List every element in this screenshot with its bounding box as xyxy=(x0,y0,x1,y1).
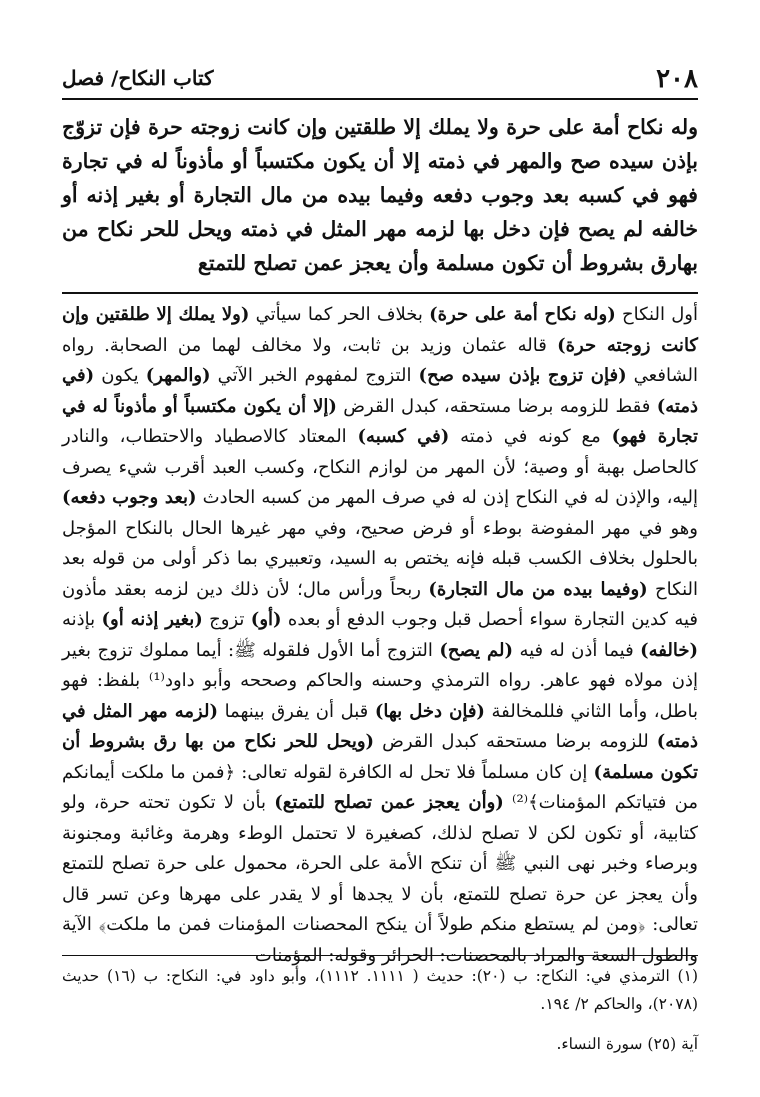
commentary-run: مع كونه في ذمته xyxy=(449,426,612,447)
commentary-run xyxy=(504,792,512,813)
matn-quote: (خالفه) xyxy=(640,639,698,661)
matn-quote: (فإن تزوج بإذن سيده صح) xyxy=(418,365,627,386)
matn-quote: (وأن يعجز عمن تصلح للتمتع) xyxy=(274,792,504,813)
commentary-run: المعتاد كالاصطياد والاحتطاب، والنادر كالحاصل بهبة أو وصية؛ لأن المهر من لوازم النكاح، وكسب العبد أقرب شيء يصرف إليه، والإذن له في النكاح إذن له في صرف المهر من كسبه الحادث xyxy=(62,426,698,508)
matn-quote: (في كسبه) xyxy=(357,426,450,447)
footnote-divider xyxy=(62,955,698,956)
commentary-run: التزوج أما الأول فلقوله ﷺ: أيما مملوك تزوج بغير إذن مولاه فهو عاهر. رواه الترمذي وحسنه والحاكم وصححه وأبو داود xyxy=(62,639,698,691)
commentary-run: إن كان مسلماً فلا تحل له الكافرة لقوله تعالى: ﴿فمن ما ملكت أيمانكم من فتياتكم المؤمنات﴾ xyxy=(62,761,698,813)
commentary-run: ربحاً ورأس مال؛ لأن ذلك دين لزمه بعقد مأذون فيه كدين التجارة سواء أحصل قبل وجوب الدفع أو بعده xyxy=(62,578,699,630)
commentary-run: ⁽¹⁾ xyxy=(148,670,165,691)
matn-quote: (بعد وجوب دفعه) xyxy=(62,487,197,508)
commentary-run: فقط للزومه برضا مستحقه، كبدل القرض xyxy=(336,395,657,417)
matn-quote: (ولا يملك إلا طلقتين وإن كانت زوجته حرة) xyxy=(62,304,698,356)
matn-quote: (لم يصح) xyxy=(439,639,514,661)
commentary-run: التزوج لمفهوم الخبر الآتي xyxy=(210,365,419,386)
page-number: ٢٠٨ xyxy=(656,64,698,94)
matn-quote: (بغير إذنه أو) xyxy=(101,609,203,630)
running-title: كتاب النكاح/ فصل xyxy=(62,66,214,90)
page-header xyxy=(62,60,698,96)
matn-paragraph: وله نكاح أمة على حرة ولا يملك إلا طلقتين وإن كانت زوجته حرة فإن تزوّج بإذن سيده صح والمهر في ذمته إلا أن يكون مكتسباً أو مأذوناً له في تجارة فهو في كسبه بعد وجوب دفعه وفيما بيده من مال التجارة أو بغير إذنه أو خالفه لم يصح فإن دخل بها لزمه مهر المثل في ذمته ويحل للحر نكاح من بهارق بشروط أن تكون مسلمة وأن يعجز عمن تصلح للتمتع xyxy=(62,115,698,275)
footnote-2: آية (٢٥) سورة النساء. xyxy=(556,1035,698,1053)
commentary-run: بإذنه xyxy=(62,609,102,630)
commentary-run: تزوج xyxy=(202,609,251,630)
commentary-run: يكون xyxy=(94,365,146,386)
matn-quote: (إلا أن يكون مكتسباً أو مأذوناً له في تجارة فهو) xyxy=(62,395,698,447)
matn-quote: (ويحل للحر نكاح من بها رق بشروط أن تكون مسلمة) xyxy=(62,731,698,783)
commentary-run: بخلاف الحر كما سيأتي xyxy=(249,304,430,325)
matn-quote: (لزمه مهر المثل في ذمته) xyxy=(62,700,699,752)
section-divider xyxy=(62,292,698,294)
matn-quote: (والمهر) xyxy=(145,365,211,386)
commentary-paragraph xyxy=(62,300,698,971)
commentary-text xyxy=(62,300,698,971)
matn-quote: (وفيما بيده من مال التجارة) xyxy=(428,578,648,600)
matn-quote: (وله نكاح أمة على حرة) xyxy=(429,304,616,325)
commentary-run: أول النكاح xyxy=(615,304,698,325)
commentary-run: قاله عثمان وزيد بن ثابت، ولا مخالف لهما من الصحابة. رواه الشافعي xyxy=(62,334,698,386)
header-divider xyxy=(62,98,698,100)
commentary-run: فيما أذن له فيه xyxy=(513,639,641,661)
commentary-run: للزومه برضا مستحقه كبدل القرض xyxy=(374,731,657,752)
matn-text xyxy=(62,110,698,280)
footnotes xyxy=(62,962,698,1058)
commentary-run: وهو في مهر المفوضة بوطء أو فرض صحيح، وفي مهر غيرها الحال بالنكاح المؤجل بالحلول بخلاف الكسب قبله فإنه يختص به السيد، وتعبيري بما ذكر أولى من قوله بعد النكاح xyxy=(62,517,699,600)
commentary-run: ⁽²⁾ xyxy=(512,792,529,813)
commentary-run: بأن لا تكون تحته حرة، ولو كتابية، أو تكون لكن لا تصلح لذلك، كصغيرة لا تحتمل الوطء وهرمة وغائبة ومجنونة وبرصاء وخبر نهى النبي ﷺ أن تنكح الأمة على الحرة، محمول على حرة تصلح للتمتع وأن يعجز عن حرة تصلح للتمتع، بأن لا يجدها أو لا يقدر على مهرها وعن تسر قال تعالى: ﴿ومن لم يستطع منكم طولاً أن ينكح المحصنات المؤمنات فمن ما ملكت﴾ الآية والطول السعة والمراد بالمحصنات: الحرائر وقوله: المؤمنات xyxy=(62,792,698,966)
matn-quote: (أو) xyxy=(250,609,282,630)
commentary-run: بلفظ: فهو باطل، وأما الثاني فللمخالفة xyxy=(62,670,698,722)
matn-quote: (في ذمته) xyxy=(62,365,698,417)
footnote-1: (١) الترمذي في: النكاح: ب (٢٠): حديث ( ١١١١. ١١١٢)، وأبو داود في: النكاح: ب (١٦) حديث (٢٠٧٨)، والحاكم ٢/ ١٩٤. xyxy=(62,967,698,1013)
matn-quote: (فإن دخل بها) xyxy=(374,700,485,722)
commentary-run: قبل أن يفرق بينهما xyxy=(218,700,375,722)
